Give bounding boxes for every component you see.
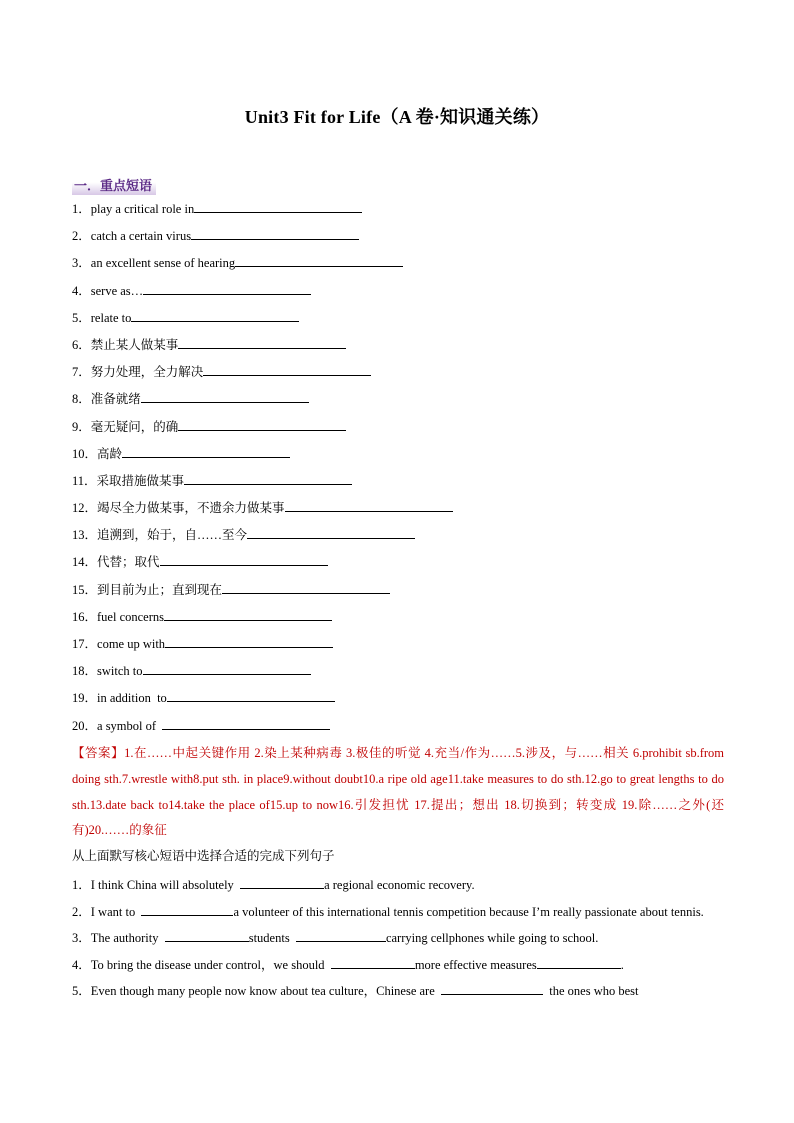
phrase-item (72, 251, 732, 278)
phrase-number: 10． (72, 446, 98, 461)
phrase-item (72, 686, 732, 713)
phrase-item (72, 550, 732, 577)
phrase-text: an excellent sense of hearing (90, 256, 236, 271)
answer-blank[interactable] (167, 687, 335, 702)
phrase-text: come up with (97, 637, 166, 651)
sentence-text: a regional economic recovery. (324, 878, 475, 892)
phrase-item (72, 279, 732, 306)
section-heading: 一．重点短语 (72, 174, 156, 195)
phrase-item (72, 469, 732, 496)
fill-in-sentence (72, 978, 724, 1005)
answer-blank[interactable] (165, 633, 333, 648)
phrase-number: 18． (72, 664, 98, 679)
phrase-text: 竭尽全力做某事，不遗余力做某事 (97, 501, 285, 516)
answer-blank[interactable] (131, 307, 299, 322)
phrase-number: 20． (72, 718, 98, 733)
phrase-text: 努力处理，全力解决 (90, 365, 204, 380)
phrase-text: play a critical role in (90, 202, 195, 216)
phrase-number: 7． (72, 365, 91, 380)
phrase-item (72, 224, 732, 251)
phrase-number: 14． (72, 555, 98, 570)
answer-blank[interactable] (222, 579, 390, 594)
answer-blank[interactable] (178, 334, 346, 349)
phrase-item (72, 578, 732, 605)
phrase-number: 9． (72, 419, 91, 434)
sentence-text: I want to (90, 904, 142, 919)
sentence-blank[interactable] (296, 928, 386, 942)
sentence-blank[interactable] (240, 875, 324, 889)
sentence-text: students (248, 931, 296, 945)
sentence-text: carrying cellphones while going to school. (385, 931, 599, 945)
answer-tag: 【答案】 (72, 745, 125, 760)
phrase-text: serve as… (90, 283, 144, 298)
phrase-item (72, 496, 732, 523)
phrase-item (72, 306, 732, 333)
phrase-item (72, 659, 732, 686)
phrase-text: 代替；取代 (97, 555, 160, 570)
phrase-text: 到目前为止；直到现在 (97, 582, 223, 597)
sentence-number: 3． (72, 931, 91, 945)
answer-blank[interactable] (247, 524, 415, 539)
fill-in-sentence (72, 925, 724, 952)
fill-in-sentence (72, 872, 724, 899)
phrase-text: 采取措施做某事 (96, 473, 185, 488)
phrase-text: fuel concerns (97, 609, 164, 624)
phrase-number: 8． (72, 392, 91, 407)
answer-blank[interactable] (184, 470, 352, 485)
sentence-number: 4． (72, 957, 91, 972)
answer-blank[interactable] (160, 551, 328, 566)
phrase-text: 高龄 (97, 446, 123, 461)
sentence-text: . (620, 957, 624, 972)
phrase-number: 16． (72, 609, 98, 624)
phrase-text: catch a certain virus (90, 229, 192, 244)
phrase-text: relate to (90, 310, 132, 325)
phrase-text: 准备就绪 (90, 392, 141, 407)
phrase-text: switch to (97, 664, 143, 679)
fill-in-sentence (72, 899, 724, 926)
sentence-list (72, 872, 724, 1005)
phrase-item (72, 333, 732, 360)
answer-blank[interactable] (122, 443, 290, 458)
phrase-number: 5． (72, 310, 91, 325)
answer-blank[interactable] (143, 660, 311, 675)
exercise-instruction: 从上面默写核心短语中选择合适的完成下列句子 (72, 848, 335, 863)
sentence-text: a volunteer of this international tennis competition because I’m really passionate about tennis. (233, 904, 704, 919)
phrase-number: 2． (72, 229, 91, 244)
phrase-item (72, 442, 732, 469)
answer-blank[interactable] (141, 388, 309, 403)
phrase-text: in addition to (97, 691, 167, 706)
answer-block (72, 740, 724, 844)
sentence-blank[interactable] (537, 955, 621, 969)
phrase-number: 15． (72, 582, 98, 597)
phrase-item (72, 632, 732, 659)
answer-blank[interactable] (143, 280, 311, 295)
answer-blank[interactable] (162, 715, 330, 730)
phrase-item (72, 360, 732, 387)
answer-blank[interactable] (285, 497, 453, 512)
phrase-number: 17． (72, 637, 98, 651)
phrase-list (72, 197, 732, 741)
phrase-number: 11． (72, 473, 97, 488)
phrase-item (72, 387, 732, 414)
phrase-number: 6． (72, 337, 91, 352)
answer-blank[interactable] (194, 198, 362, 213)
sentence-blank[interactable] (441, 981, 543, 995)
sentence-text: Even though many people now know about tea culture，Chinese are (90, 984, 442, 998)
fill-in-sentence (72, 952, 724, 979)
sentence-text: the ones who best (543, 984, 639, 998)
answer-text: 1.在……中起关键作用 2.染上某种病毒 3.极佳的听觉 4.充当/作为……5.涉及，与……相关 6.prohibit sb.from doing sth.7.wrestle with8.put sth. in place9.without doubt10.a ripe old age11.take measures to do sth.12.go to great lengths to do sth.13.date back to14.take the place of15.up to now16.引发担忧 17.提出；想出 18.切换到；转变成 19.除……之外(还有)20.……的象征 (72, 746, 724, 838)
phrase-item (72, 415, 732, 442)
sentence-text: To bring the disease under control，we should (90, 957, 331, 972)
page-title: Unit3 Fit for Life（A 卷·知识通关练） (244, 107, 550, 127)
sentence-blank[interactable] (165, 928, 249, 942)
answer-blank[interactable] (203, 361, 371, 376)
sentence-number: 5． (72, 984, 91, 998)
answer-blank[interactable] (191, 225, 359, 240)
sentence-number: 2． (72, 904, 91, 919)
sentence-text: The authority (90, 931, 165, 945)
phrase-item (72, 197, 732, 224)
phrase-text: a symbol of (97, 718, 163, 733)
phrase-number: 4． (72, 283, 91, 298)
phrase-item (72, 605, 732, 632)
answer-blank[interactable] (235, 252, 403, 267)
phrase-text: 毫无疑问，的确 (90, 419, 179, 434)
sentence-text: more effective measures (414, 957, 537, 972)
phrase-text: 追溯到，始于，自……至今 (97, 528, 248, 543)
answer-blank[interactable] (164, 606, 332, 621)
sentence-blank[interactable] (331, 955, 415, 969)
phrase-item (72, 714, 732, 741)
phrase-number: 19． (72, 691, 98, 706)
phrase-number: 12． (72, 501, 98, 516)
phrase-number: 1． (72, 202, 91, 216)
answer-blank[interactable] (178, 416, 346, 431)
sentence-number: 1． (72, 878, 91, 892)
phrase-number: 13． (72, 528, 98, 543)
phrase-text: 禁止某人做某事 (90, 337, 179, 352)
sentence-blank[interactable] (141, 902, 233, 916)
phrase-item (72, 523, 732, 550)
phrase-number: 3． (72, 256, 91, 271)
sentence-text: I think China will absolutely (90, 878, 241, 892)
